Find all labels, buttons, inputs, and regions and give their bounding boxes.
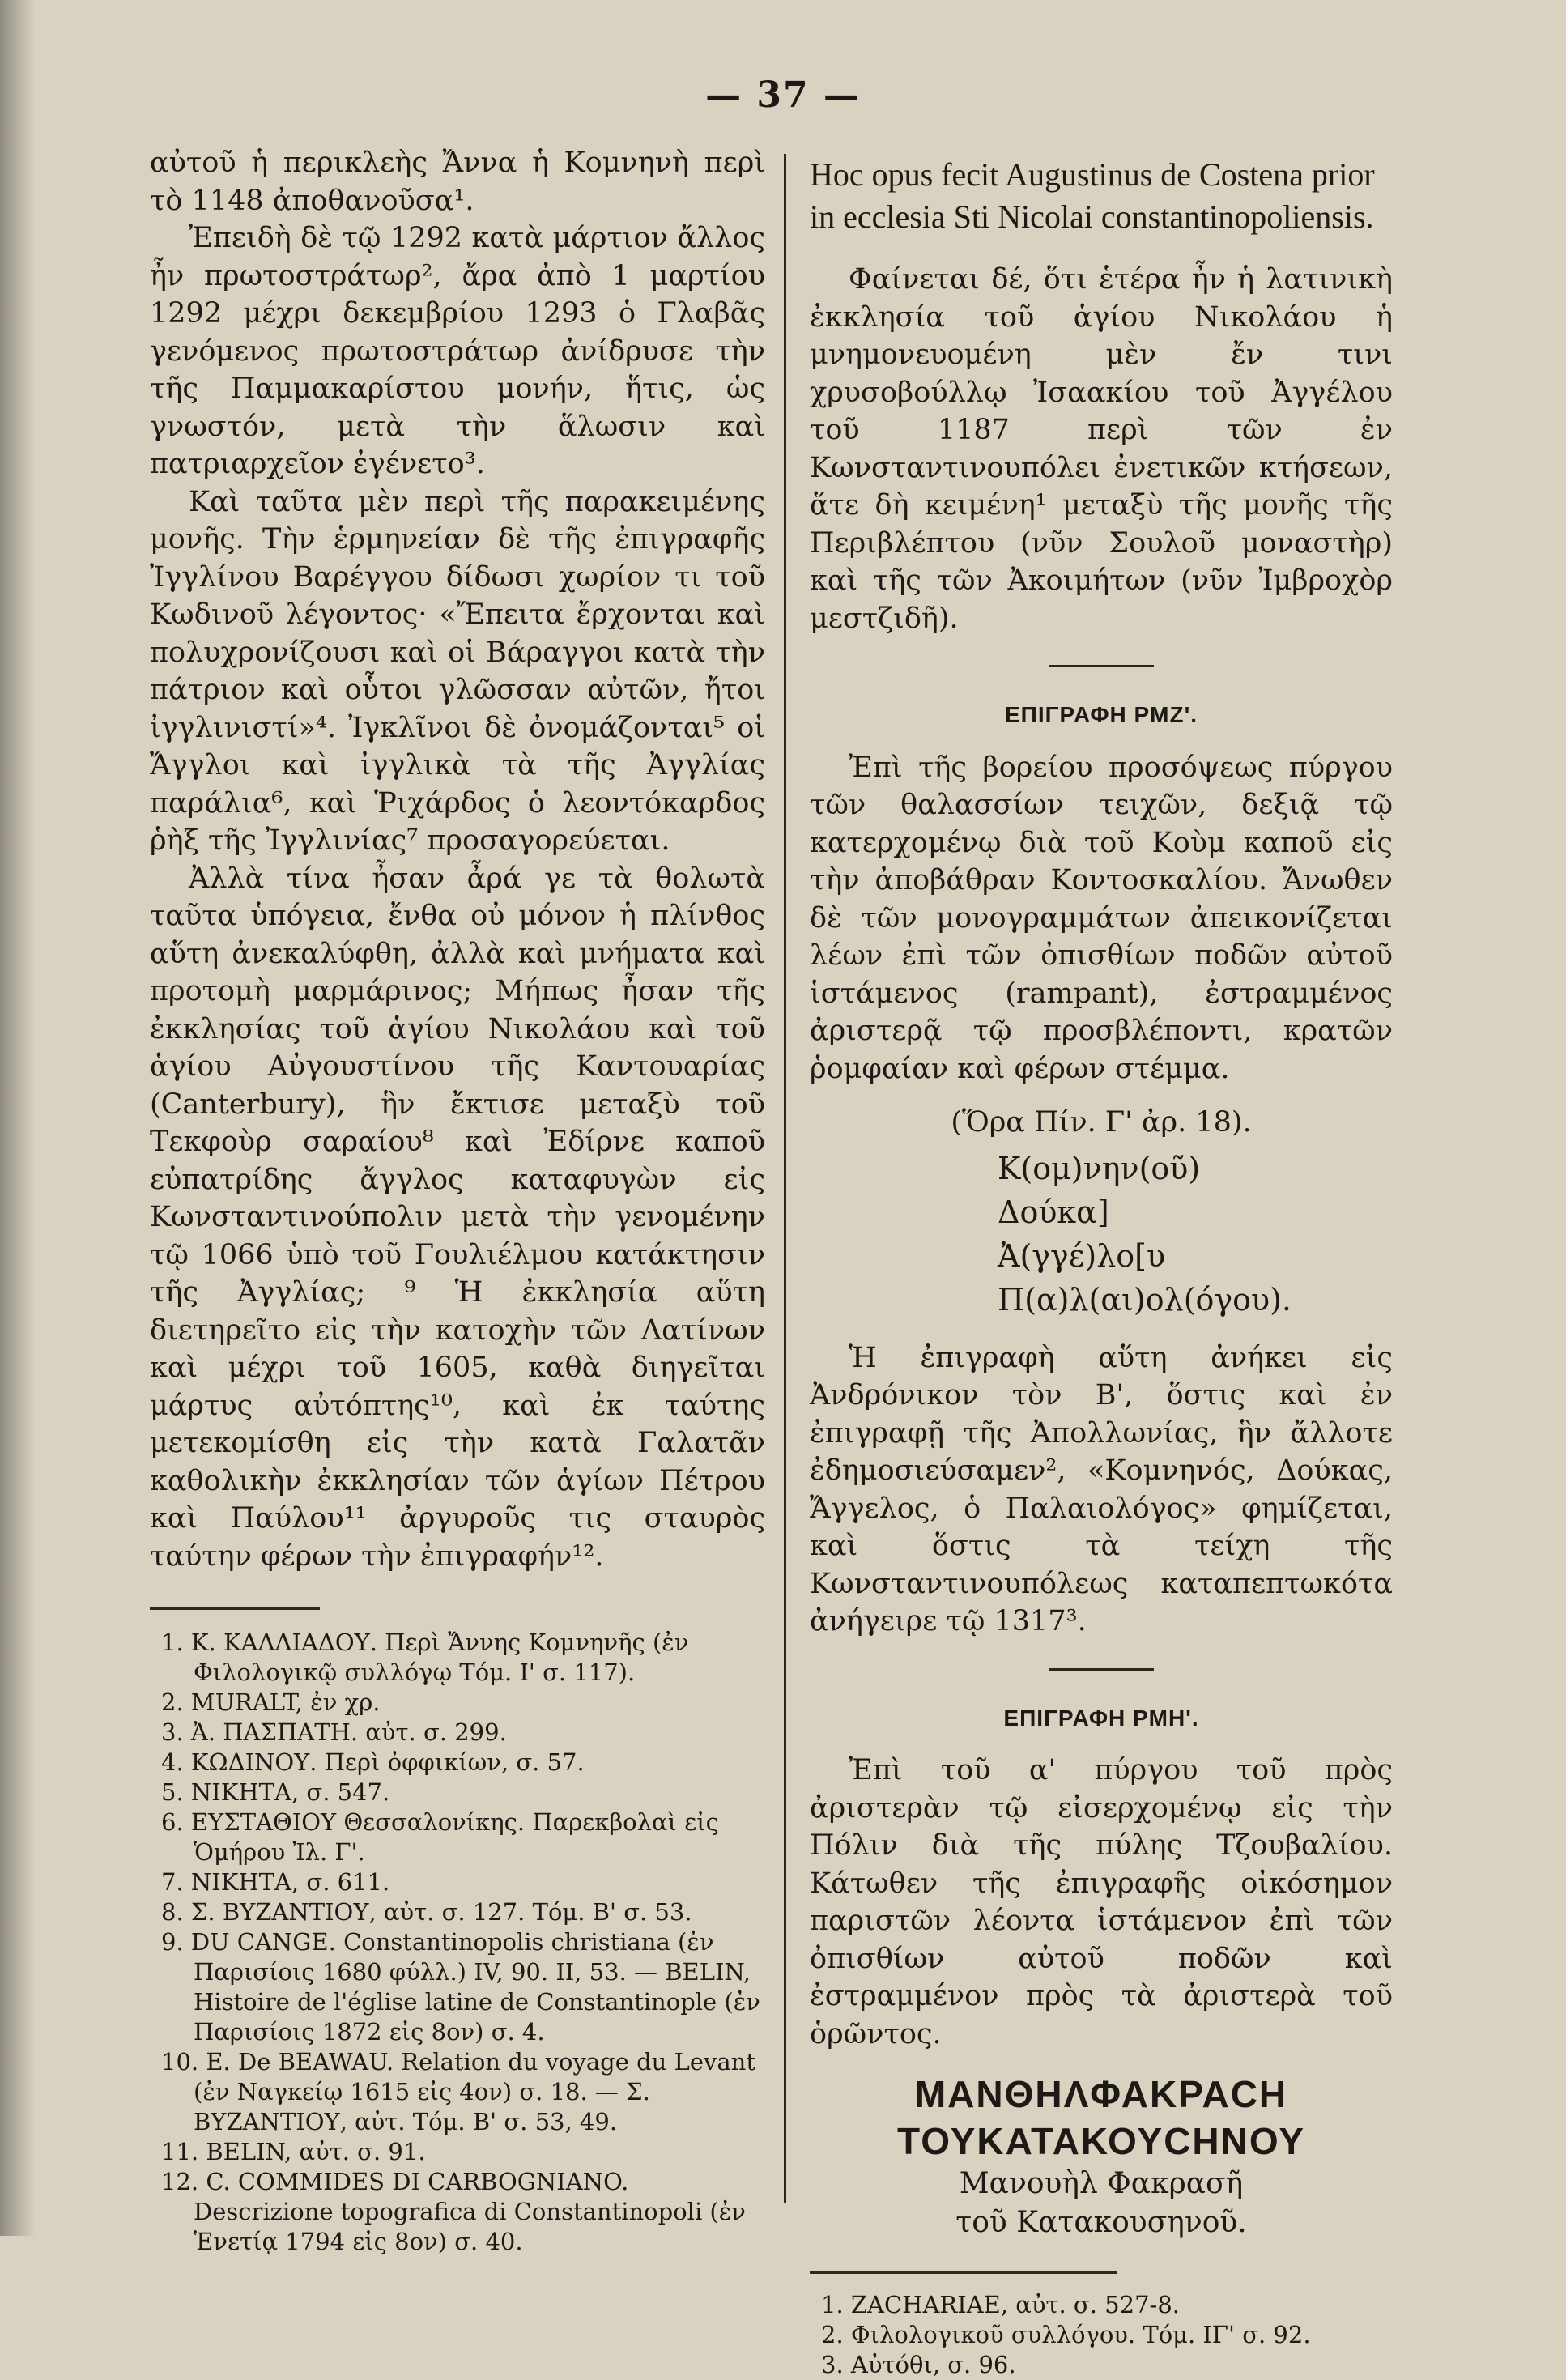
inscription-line: Π(α)λ(αι)ολ(όγου). [998, 1281, 1292, 1318]
inscription-capitals-line: ΤΟΥΚΑΤΑΚΟΥϹΗΝΟΥ [896, 2120, 1306, 2162]
footnote: 3. Αὐτόθι, σ. 96. [821, 2351, 1016, 2378]
footnote: 2. Φιλολογικοῦ συλλόγου. Τόμ. ΙΓ' σ. 92. [821, 2321, 1311, 2348]
footnote: 12. C. COMMIDES DI CARBOGNIANO. Descrizione topografica di Constantinopoli (ἐν Ἑνετίᾳ 1794 εἰς 8ον) σ. 40. [161, 2168, 746, 2255]
footnote: 1. Κ. ΚΑΛΛΙΑΔΟΥ. Περὶ Ἄννης Κομνηνῆς (ἐν Φιλολογικῷ συλλόγῳ Τόμ. Ι' σ. 117). [161, 1629, 689, 1686]
paragraph: Καὶ ταῦτα μὲν περὶ τῆς παρακειμένης μονῆς. Τὴν ἑρμηνείαν δὲ τῆς ἐπιγραφῆς Ἰγγλίνου Βαρέγγου δίδωσι χωρίον τι τοῦ Κωδινοῦ λέγοντος· «Ἔπειτα ἔρχονται καὶ πολυχρονίζουσι καὶ οἱ Βάραγγοι κατὰ τὴν πάτριον καὶ οὗτοι γλῶσσαν αὐτῶν, ἤτοι ἰγγλινιστί»⁴. Ἰγκλῖνοι δὲ ὀνομάζονται⁵ οἱ Ἄγγλοι καὶ ἰγγλικὰ τὰ τῆς Ἀγγλίας παράλια⁶, καὶ Ῥιχάρδος ὁ λεοντόκαρδος ῥὴξ τῆς Ἰγγλινίας⁷ προσαγορεύεται. [150, 485, 765, 857]
inscription-line: Δούκα] [998, 1194, 1109, 1230]
footnote: 10. E. De BEAWAU. Relation du voyage du Levant (ἐν Ναγκείῳ 1615 εἰς 4ον) σ. 18. — Σ. ΒΥΖΑΝΤΙΟΥ, αὐτ. Τόμ. Β' σ. 53, 49. [161, 2048, 755, 2135]
section-rule [1049, 665, 1154, 667]
right-column [810, 144, 1393, 2380]
left-column [150, 144, 765, 2257]
inscription-heading: ΕΠΙΓΡΑΦΗ ΡΜΖ'. [1004, 702, 1198, 727]
section-rule [1049, 1668, 1154, 1671]
inscription-line: Ἀ(γγέ)λο[υ [998, 1237, 1166, 1274]
footnote: 4. ΚΩΔΙΝΟΥ. Περὶ ὀφφικίων, σ. 57. [161, 1748, 585, 1776]
page-binding-edge [0, 0, 34, 2236]
footnote: 3. Ἀ. ΠΑΣΠΑΤΗ. αὐτ. σ. 299. [161, 1718, 507, 1746]
paragraph: Ἐπὶ τοῦ α' πύργου τοῦ πρὸς ἀριστερὰν τῷ εἰσερχομένῳ εἰς τὴν Πόλιν διὰ τῆς πύλης Τζουβαλίου. Κάτωθεν τῆς ἐπιγραφῆς οἰκόσημον παριστῶν λέοντα ἱστάμενον ἐπὶ τῶν ὀπισθίων αὐτοῦ ποδῶν καὶ ἐστραμμένον πρὸς τὰ ἀριστερὰ τοῦ ὁρῶντος. [810, 1754, 1393, 2050]
inscription-transcription [810, 1147, 1393, 1322]
footnote: 7. ΝΙΚΗΤΑ, σ. 611. [161, 1868, 390, 1896]
footnotes [150, 1628, 765, 2257]
footnote: 11. BELIN, αὐτ. σ. 91. [161, 2138, 426, 2165]
paragraph: Ἐπειδὴ δὲ τῷ 1292 κατὰ μάρτιον ἄλλος ἦν πρωτοστράτωρ², ἄρα ἀπὸ 1 μαρτίου 1292 μέχρι δεκεμβρίου 1293 ὁ Γλαβᾶς γενόμενος πρωτοστράτωρ ἀνίδρυσε τὴν τῆς Παμμακαρίστου μονήν, ἥτις, ὡς γνωστόν, μετὰ τὴν ἅλωσιν καὶ πατριαρχεῖον ἐγένετο³. [150, 222, 765, 480]
inscription-heading: ΕΠΙΓΡΑΦΗ ΡΜΗ'. [1003, 1705, 1199, 1731]
paragraph: Ἡ ἐπιγραφὴ αὕτη ἀνήκει εἰς Ἀνδρόνικον τὸν Β', ὅστις καὶ ἐν ἐπιγραφῇ τῆς Ἀπολλωνίας, ἣν ἄλλοτε ἐδημοσιεύσαμεν², «Κομνηνός, Δούκας, Ἄγγελος, ὁ Παλαιολόγος» φημίζεται, καὶ ὅστις τὰ τείχη τῆς Κωνσταντινουπόλεως καταπεπτωκότα ἀνήγειρε τῷ 1317³. [810, 1341, 1393, 1637]
footnote: 9. DU CANGE. Constantinopolis christiana (ἐν Παρισίοις 1680 φύλλ.) IV, 90. II, 53. — BELIN, Histoire de l'église latine de Constantinople (ἐν Παρισίοις 1872 εἰς 8ον) σ. 4. [161, 1928, 760, 2046]
latin-inscription: Hoc opus fecit Augustinus de Costena prior in ecclesia Sti Nicolai constantinopoliensis. [810, 156, 1375, 235]
footnote-rule [150, 1607, 320, 1610]
footnote: 6. ΕΥΣΤΑΘΙΟΥ Θεσσαλονίκης. Παρεκβολαὶ εἰς Ὁμήρου Ἰλ. Γ'. [161, 1808, 719, 1866]
footnote: 5. ΝΙΚΗΤΑ, σ. 547. [161, 1778, 390, 1806]
footnote: 8. Σ. ΒΥΖΑΝΤΙΟΥ, αὐτ. σ. 127. Τόμ. Β' σ. 53. [161, 1898, 692, 1926]
paragraph: Φαίνεται δέ, ὅτι ἑτέρα ἦν ἡ λατινικὴ ἐκκλησία τοῦ ἁγίου Νικολάου ἡ μνημονευομένη μὲν ἔν τινι χρυσοβούλλῳ Ἰσαακίου τοῦ Ἀγγέλου τοῦ 1187 περὶ τῶν ἐν Κωνσταντινουπόλει ἐνετικῶν κτήσεων, ἅτε δὴ κειμένη¹ μεταξὺ τῆς μονῆς τῆς Περιβλέπτου (νῦν Σουλοῦ μοναστὴρ) καὶ τῆς τῶν Ἀκοιμήτων (νῦν Ἰμβροχὸρ μεστζιδῆ). [810, 263, 1393, 635]
column-divider [784, 154, 786, 2203]
page-number: — 37 — [705, 75, 861, 116]
inscription-line: Κ(ομ)νην(οῦ) [998, 1150, 1201, 1186]
inscription-reading: Μανουὴλ Φακρασῆ [959, 2167, 1244, 2200]
footnote: 2. MURALT, ἐν χρ. [161, 1688, 381, 1716]
footnote-rule [810, 2271, 1117, 2274]
footnotes [810, 2290, 1393, 2380]
plate-reference: (Ὅρα Πίν. Γ' ἀρ. 18). [951, 1106, 1252, 1139]
paragraph: αὐτοῦ ἡ περικλεὴς Ἄννα ἡ Κομνηνὴ περὶ τὸ 1148 ἀποθανοῦσα¹. [150, 147, 765, 217]
inscription-reading: τοῦ Κατακουσηνοῦ. [955, 2206, 1247, 2239]
paragraph: Ἐπὶ τῆς βορείου προσόψεως πύργου τῶν θαλασσίων τειχῶν, δεξιᾷ τῷ κατερχομένῳ διὰ τοῦ Κοὺμ καποῦ εἰς τὴν ἀποβάθραν Κοντοσκαλίου. Ἄνωθεν δὲ τῶν μονογραμμάτων ἀπεικονίζεται λέων ἐπὶ τῶν ὀπισθίων ποδῶν αὐτοῦ ἱστάμενος (rampant), ἐστραμμένος ἀριστερᾷ τῷ προσβλέποντι, κρατῶν ῥομφαίαν καὶ φέρων στέμμα. [810, 751, 1393, 1085]
footnote: 1. ZACHARIAE, αὐτ. σ. 527-8. [821, 2291, 1180, 2318]
inscription-capitals-line: ΜΑΝΘΗΛΦΑΚΡΑϹΗ [914, 2073, 1288, 2115]
paragraph: Ἀλλὰ τίνα ἦσαν ἆρά γε τὰ θολωτὰ ταῦτα ὑπόγεια, ἔνθα οὐ μόνον ἡ πλίνθος αὕτη ἀνεκαλύφθη, ἀλλὰ καὶ μνήματα καὶ προτομὴ μαρμάρινος; Μήπως ἦσαν τῆς ἐκκλησίας τοῦ ἁγίου Νικολάου καὶ τοῦ ἁγίου Αὐγουστίνου τῆς Καντουαρίας (Canterbury), ἣν ἔκτισε μεταξὺ τοῦ Τεκφοὺρ σαραίου⁸ καὶ Ἐδίρνε καποῦ εὐπατρίδης ἄγγλος καταφυγὼν εἰς Κωνσταντινούπολιν μετὰ τὴν γενομένην τῷ 1066 ὑπὸ τοῦ Γουλιέλμου κατάκτησιν τῆς Ἀγγλίας; ⁹ Ἡ ἐκκλησία αὕτη διετηρεῖτο εἰς τὴν κατοχὴν τῶν Λατίνων καὶ μέχρι τοῦ 1605, καθὰ διηγεῖται μάρτυς αὐτόπτης¹⁰, καὶ ἐκ ταύτης μετεκομίσθη εἰς τὴν κατὰ Γαλατᾶν καθολικὴν ἐκκλησίαν τῶν ἁγίων Πέτρου καὶ Παύλου¹¹ ἀργυροῦς τις σταυρὸς ταύτην φέρων τὴν ἐπιγραφήν¹². [150, 862, 765, 1573]
